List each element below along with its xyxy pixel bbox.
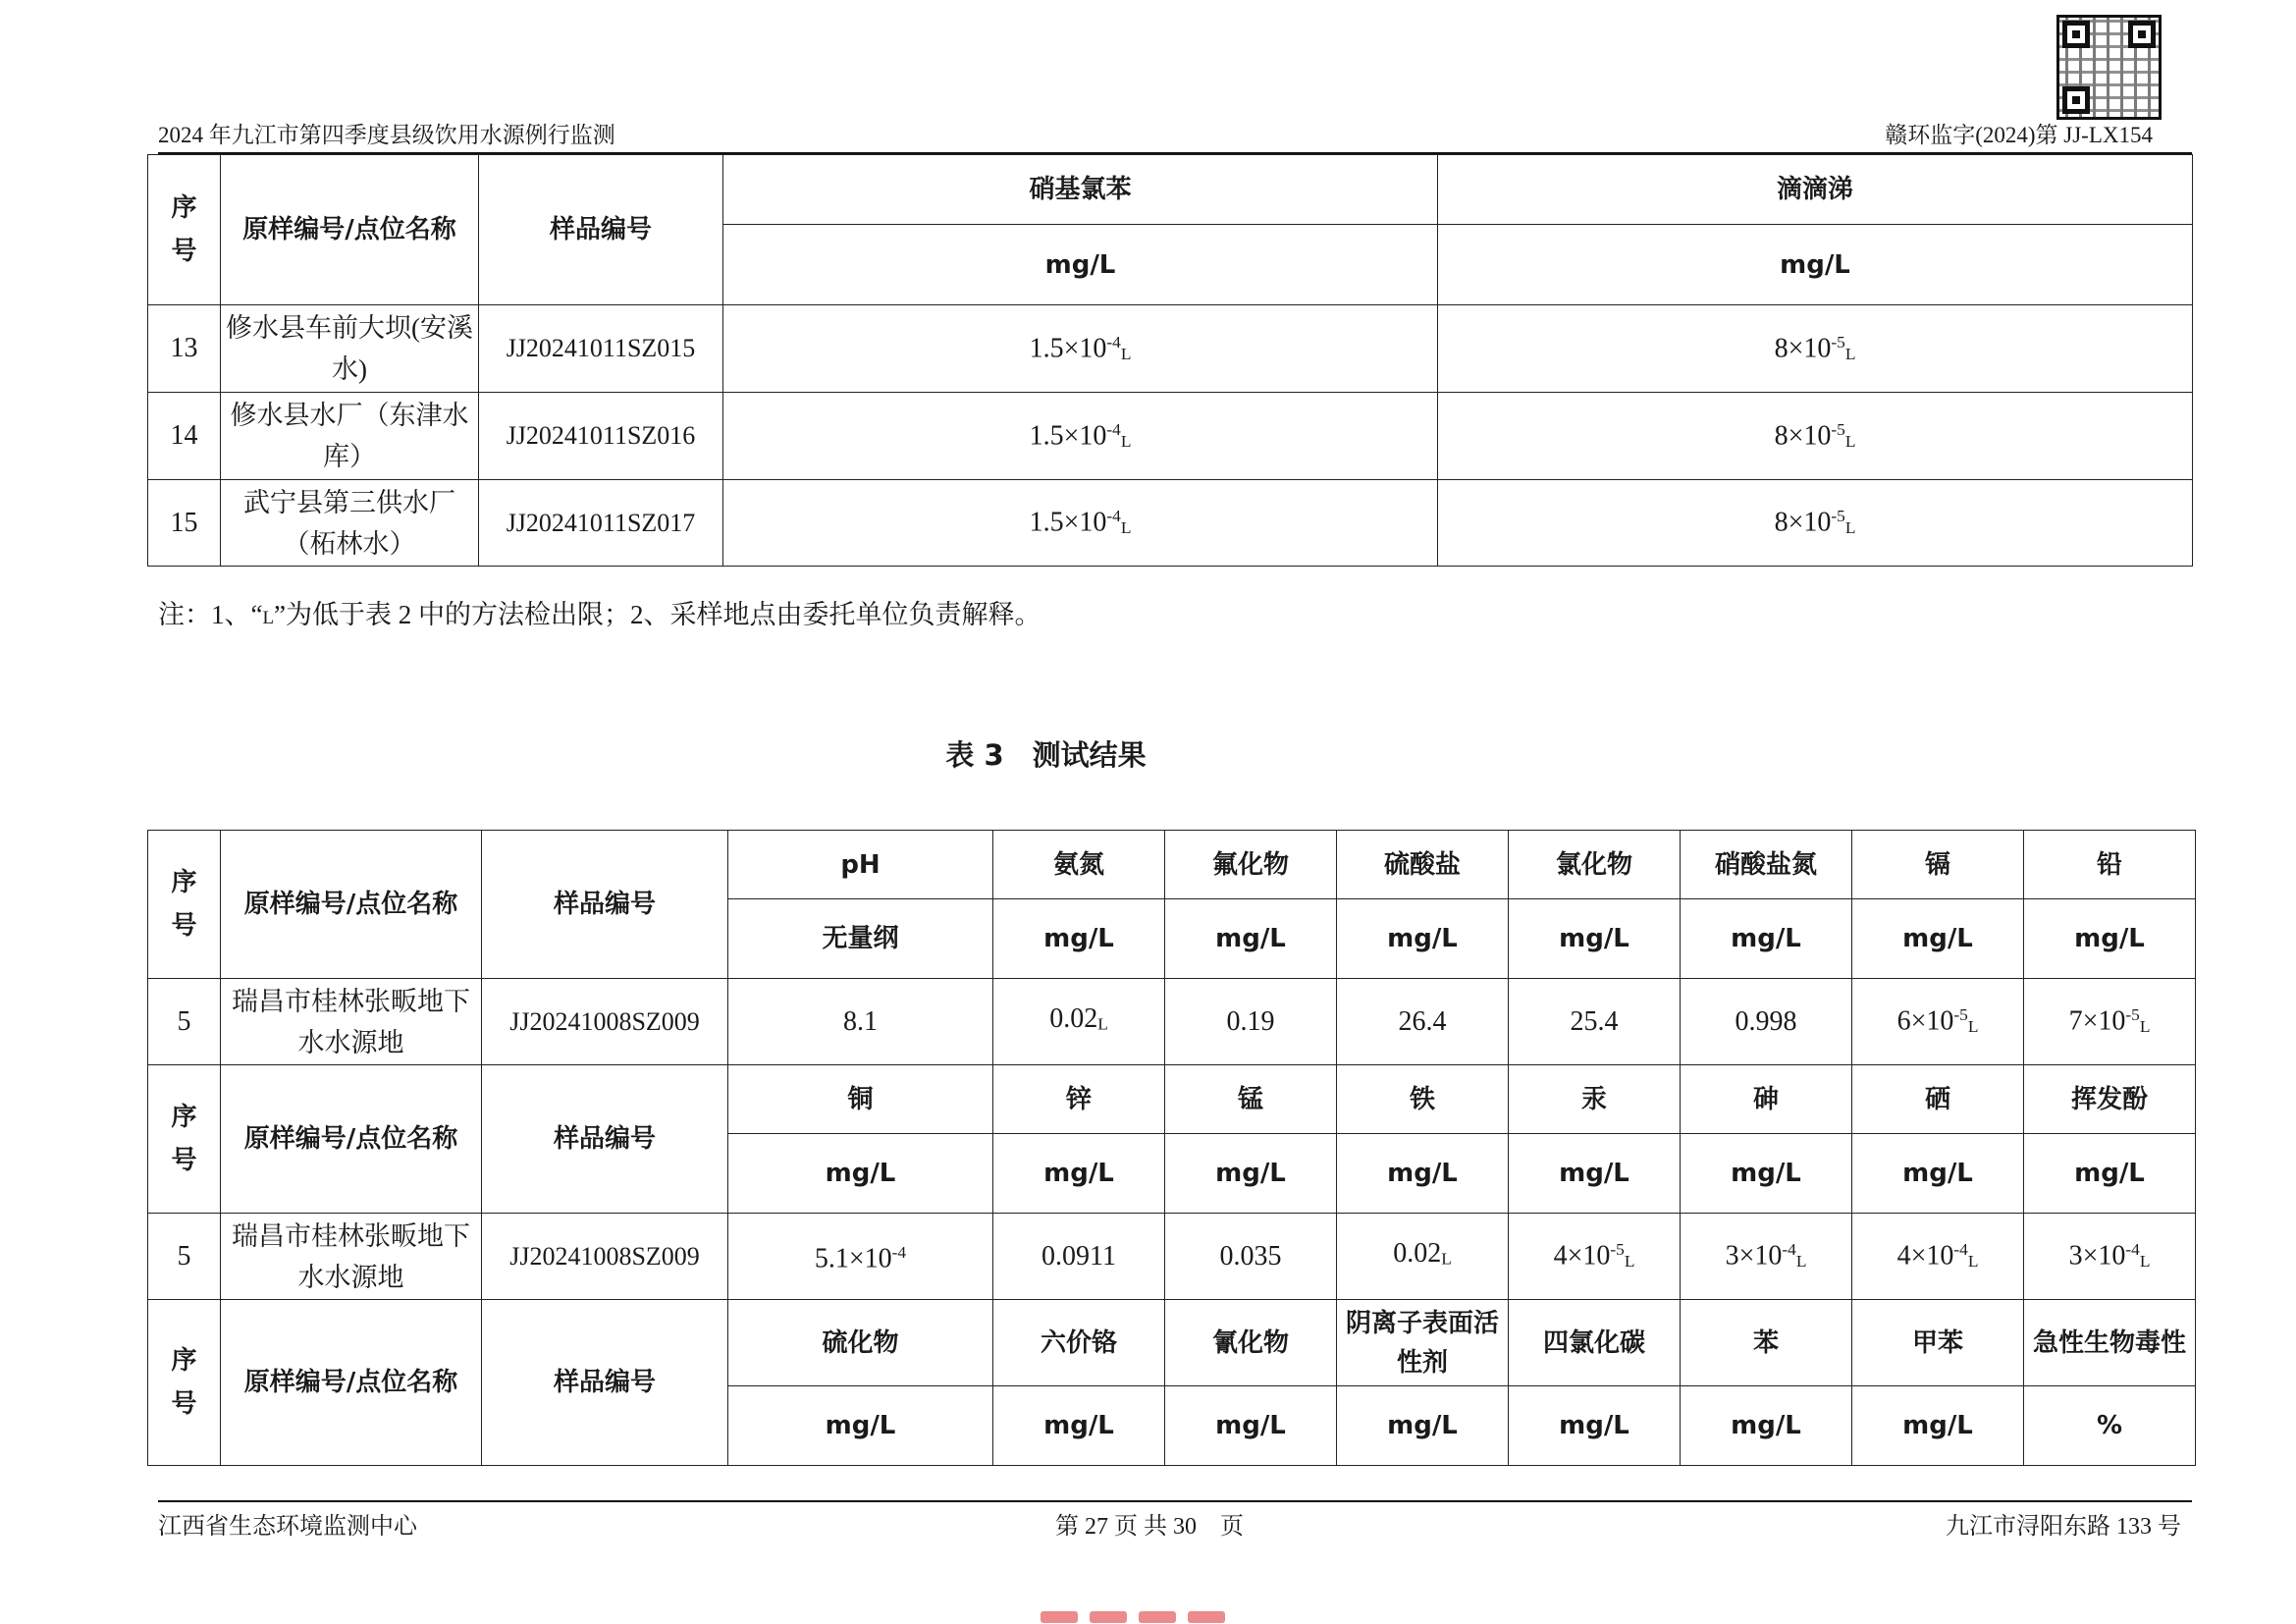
unit-header: mg/L	[728, 1134, 993, 1214]
unit-header: mg/L	[1509, 1134, 1681, 1214]
row-seq: 15	[148, 480, 221, 567]
row-value: $8\times 10^{-5}_L$	[1438, 305, 2193, 393]
stamp-mark	[1041, 1610, 1266, 1624]
param-header: 氟化物	[1165, 831, 1337, 899]
table-row	[148, 979, 2196, 1065]
param-header: 硝酸盐氮	[1681, 831, 1852, 899]
table-row	[148, 1214, 2196, 1300]
param-header: 六价铬	[993, 1300, 1165, 1386]
param-header: 硝基氯苯	[723, 155, 1438, 225]
unit-header: 无量纲	[728, 899, 993, 979]
col-point-name: 原样编号/点位名称	[221, 155, 479, 305]
row-seq: 13	[148, 305, 221, 393]
param-header: 急性生物毒性	[2024, 1300, 2196, 1386]
row-value: $0.02_L$	[1337, 1214, 1509, 1300]
param-header: 铅	[2024, 831, 2196, 899]
param-header: 滴滴涕	[1438, 155, 2193, 225]
row-value: $6\times 10^{-5}_L$	[1852, 979, 2024, 1065]
row-point-name: 修水县车前大坝(安溪水)	[221, 305, 479, 393]
param-header: 硫化物	[728, 1300, 993, 1386]
row-value: $8\times 10^{-5}_L$	[1438, 480, 2193, 567]
row-sample-id: JJ20241011SZ016	[479, 393, 723, 480]
col-sample-id: 样品编号	[482, 1300, 728, 1466]
row-sample-id: JJ20241008SZ009	[482, 979, 728, 1065]
footer-address: 九江市浔阳东路 133 号	[1946, 1514, 2181, 1540]
row-value: $3\times 10^{-4}_L$	[2024, 1214, 2196, 1300]
col-sample-id: 样品编号	[482, 831, 728, 979]
row-seq: 5	[148, 1214, 221, 1300]
unit-header: mg/L	[2024, 1134, 2196, 1214]
footer-organization: 江西省生态环境监测中心	[158, 1514, 417, 1540]
header-title: 2024 年九江市第四季度县级饮用水源例行监测	[158, 123, 615, 147]
unit-header: mg/L	[993, 1134, 1165, 1214]
row-point-name: 修水县水厂（东津水库）	[221, 393, 479, 480]
row-point-name: 瑞昌市桂林张畈地下水水源地	[221, 1214, 482, 1300]
param-header: 挥发酚	[2024, 1065, 2196, 1134]
col-sample-id: 样品编号	[482, 1065, 728, 1214]
col-point-name: 原样编号/点位名称	[221, 1300, 482, 1466]
col-seq: 序号	[148, 1300, 221, 1466]
row-point-name: 瑞昌市桂林张畈地下水水源地	[221, 979, 482, 1065]
unit-header: mg/L	[728, 1386, 993, 1466]
unit-header: mg/L	[1337, 1134, 1509, 1214]
param-header: 四氯化碳	[1509, 1300, 1681, 1386]
col-seq: 序号	[148, 1065, 221, 1214]
test-results-table	[147, 830, 2196, 1466]
row-value: 26.4	[1337, 979, 1509, 1065]
table-row	[148, 480, 2193, 567]
row-value: $4\times 10^{-4}_L$	[1852, 1214, 2024, 1300]
unit-header: mg/L	[993, 1386, 1165, 1466]
row-seq: 5	[148, 979, 221, 1065]
param-header: 氯化物	[1509, 831, 1681, 899]
col-sample-id: 样品编号	[479, 155, 723, 305]
row-seq: 14	[148, 393, 221, 480]
row-value: 0.035	[1165, 1214, 1337, 1300]
unit-header: mg/L	[1165, 1386, 1337, 1466]
param-header: 硫酸盐	[1337, 831, 1509, 899]
report-number: 赣环监字(2024)第 JJ-LX154	[1885, 123, 2153, 147]
unit-header: mg/L	[1438, 225, 2193, 305]
unit-header: mg/L	[1852, 899, 2024, 979]
unit-header: mg/L	[1509, 899, 1681, 979]
col-seq: 序号	[148, 831, 221, 979]
row-value: $8\times 10^{-5}_L$	[1438, 393, 2193, 480]
row-value: $4\times 10^{-5}_L$	[1509, 1214, 1681, 1300]
param-header: 阴离子表面活性剂	[1337, 1300, 1509, 1386]
unit-header: %	[2024, 1386, 2196, 1466]
unit-header: mg/L	[723, 225, 1438, 305]
table-row	[148, 305, 2193, 393]
row-value: 0.19	[1165, 979, 1337, 1065]
row-value: $3\times 10^{-4}_L$	[1681, 1214, 1852, 1300]
unit-header: mg/L	[1852, 1386, 2024, 1466]
param-header: 氰化物	[1165, 1300, 1337, 1386]
unit-header: mg/L	[1852, 1134, 2024, 1214]
row-value: $1.5\times 10^{-4}_L$	[723, 393, 1438, 480]
param-header: 铁	[1337, 1065, 1509, 1134]
param-header: 铜	[728, 1065, 993, 1134]
row-value: $7\times 10^{-5}_L$	[2024, 979, 2196, 1065]
page-number: 第 27 页 共 30 页	[1055, 1514, 1244, 1540]
col-point-name: 原样编号/点位名称	[221, 831, 482, 979]
unit-header: mg/L	[1337, 899, 1509, 979]
param-header: 汞	[1509, 1065, 1681, 1134]
row-sample-id: JJ20241011SZ017	[479, 480, 723, 567]
col-seq: 序号	[148, 155, 221, 305]
row-point-name: 武宁县第三供水厂（柘林水）	[221, 480, 479, 567]
unit-header: mg/L	[1165, 899, 1337, 979]
unit-header: mg/L	[1165, 1134, 1337, 1214]
param-header: 镉	[1852, 831, 2024, 899]
param-header: 砷	[1681, 1065, 1852, 1134]
row-value: $1.5\times 10^{-4}_L$	[723, 305, 1438, 393]
row-value: 0.0911	[993, 1214, 1165, 1300]
table-caption: 表 3 测试结果	[945, 738, 1147, 772]
table-note: 注：1、“L”为低于表 2 中的方法检出限；2、采样地点由委托单位负责解释。	[158, 600, 1041, 629]
table-row	[148, 393, 2193, 480]
param-header: 甲苯	[1852, 1300, 2024, 1386]
param-header: pH	[728, 831, 993, 899]
param-header: 氨氮	[993, 831, 1165, 899]
footer-rule	[158, 1500, 2192, 1502]
row-value: $0.02_L$	[993, 979, 1165, 1065]
row-sample-id: JJ20241011SZ015	[479, 305, 723, 393]
col-point-name: 原样编号/点位名称	[221, 1065, 482, 1214]
row-value: 0.998	[1681, 979, 1852, 1065]
unit-header: mg/L	[1681, 1386, 1852, 1466]
param-header: 锰	[1165, 1065, 1337, 1134]
unit-header: mg/L	[1681, 899, 1852, 979]
unit-header: mg/L	[1681, 1134, 1852, 1214]
param-header: 硒	[1852, 1065, 2024, 1134]
row-value: 8.1	[728, 979, 993, 1065]
unit-header: mg/L	[2024, 899, 2196, 979]
row-sample-id: JJ20241008SZ009	[482, 1214, 728, 1300]
unit-header: mg/L	[993, 899, 1165, 979]
param-header: 苯	[1681, 1300, 1852, 1386]
row-value: $5.1\times 10^{-4}$	[728, 1214, 993, 1300]
row-value: $1.5\times 10^{-4}_L$	[723, 480, 1438, 567]
qr-code-icon	[2056, 15, 2162, 120]
unit-header: mg/L	[1509, 1386, 1681, 1466]
param-header: 锌	[993, 1065, 1165, 1134]
unit-header: mg/L	[1337, 1386, 1509, 1466]
results-table-continued	[147, 154, 2193, 567]
row-value: 25.4	[1509, 979, 1681, 1065]
